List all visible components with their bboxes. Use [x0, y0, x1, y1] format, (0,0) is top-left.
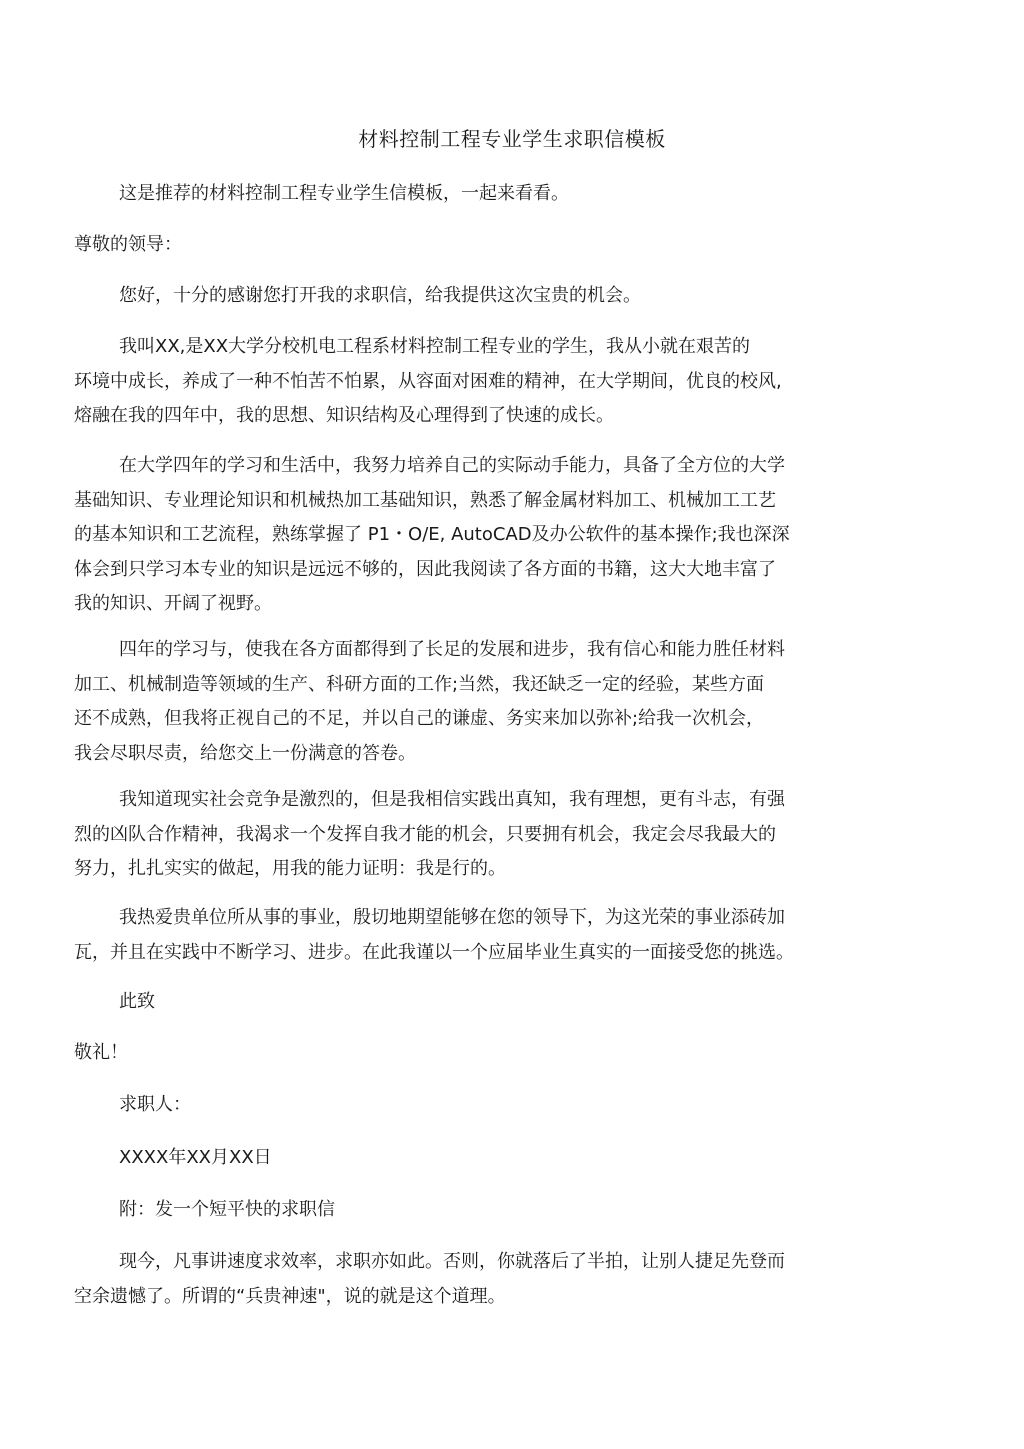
- paragraph-line: 我的知识、开阔了视野。: [74, 593, 272, 614]
- closing-line: 敬礼！: [74, 1042, 128, 1063]
- paragraph-line: 我会尽职尽责，给您交上一份满意的答卷。: [74, 742, 416, 764]
- greeting-paragraph: [74, 279, 914, 314]
- paragraph-line: 加工、机械制造等领域的生产、科研方面的工作;当然，我还缺乏一定的经验，某些方面: [74, 673, 765, 695]
- signer-line: 求职人：: [119, 1094, 191, 1115]
- paragraph-1: [74, 330, 914, 434]
- paragraph-5: [74, 901, 914, 970]
- document-title: 材料控制工程专业学生求职信模板: [358, 127, 666, 151]
- appendix-heading: [74, 1193, 914, 1228]
- paragraph-line: 环境中成长，养成了一种不怕苦不怕累，从容面对困难的精神，在大学期间，优良的校风,: [74, 370, 782, 392]
- closing-2: [74, 1036, 914, 1071]
- paragraph-line: 体会到只学习本专业的知识是远远不够的，因此我阅读了各方面的书籍，这大大地丰富了: [74, 558, 776, 580]
- salutation-line: 尊敬的领导：: [74, 234, 182, 255]
- greeting-line: 您好，十分的感谢您打开我的求职信，给我提供这次宝贵的机会。: [119, 285, 641, 306]
- signer: [74, 1088, 914, 1123]
- intro-paragraph: [74, 177, 914, 212]
- paragraph-2: [74, 449, 914, 622]
- paragraph-line: 还不成熟，但我将正视自己的不足，并以自己的谦虚、务实来加以弥补;给我一次机会，: [74, 708, 765, 729]
- paragraph-3: [74, 633, 914, 771]
- paragraph-line: 我知道现实社会竞争是激烈的，但是我相信实践出真知，我有理想，更有斗志，有强: [119, 789, 785, 810]
- paragraph-line: 现今，凡事讲速度求效率，求职亦如此。否则，你就落后了半拍，让别人捷足先登而: [119, 1251, 785, 1272]
- paragraph-line: 烈的凶队合作精神，我渴求一个发挥自我才能的机会，只要拥有机会，我定会尽我最大的: [74, 823, 776, 845]
- paragraph-line: 我热爱贵单位所从事的事业，殷切地期望能够在您的领导下，为这光荣的事业添砖加: [119, 907, 785, 928]
- salutation: [74, 228, 914, 263]
- paragraph-line: 我叫XX,是XX大学分校机电工程系材料控制工程专业的学生，我从小就在艰苦的: [119, 336, 751, 357]
- intro-line: 这是推荐的材料控制工程专业学生信模板，一起来看看。: [119, 183, 569, 204]
- paragraph-4: [74, 783, 914, 887]
- paragraph-6: [74, 1245, 914, 1314]
- date-line: XXXX年XX月XX日: [119, 1147, 272, 1168]
- paragraph-line: 瓦，并且在实践中不断学习、进步。在此我谨以一个应届毕业生真实的一面接受您的挑选。: [74, 941, 794, 963]
- paragraph-line: 空余遗憾了。所谓的“兵贵神速"，说的就是这个道理。: [74, 1285, 506, 1307]
- closing-1: [74, 985, 914, 1020]
- paragraph-line: 努力，扎扎实实的做起，用我的能力证明：我是行的。: [74, 858, 506, 879]
- paragraph-line: 基础知识、专业理论知识和机械热加工基础知识，熟悉了解金属材料加工、机械加工工艺: [74, 489, 776, 511]
- date: [74, 1141, 914, 1176]
- paragraph-line: 四年的学习与，使我在各方面都得到了长足的发展和进步，我有信心和能力胜任材料: [119, 639, 785, 660]
- paragraph-line: 熔融在我的四年中，我的思想、知识结构及心理得到了快速的成长。: [74, 405, 614, 426]
- appendix-line: 附：发一个短平快的求职信: [119, 1199, 335, 1220]
- paragraph-line: 在大学四年的学习和生活中，我努力培养自己的实际动手能力，具备了全方位的大学: [119, 455, 785, 476]
- closing-line: 此致: [119, 991, 155, 1012]
- paragraph-line: 的基本知识和工艺流程，熟练掌握了 P1・O/E, AutoCAD及办公软件的基本操作;我也深深: [74, 524, 790, 545]
